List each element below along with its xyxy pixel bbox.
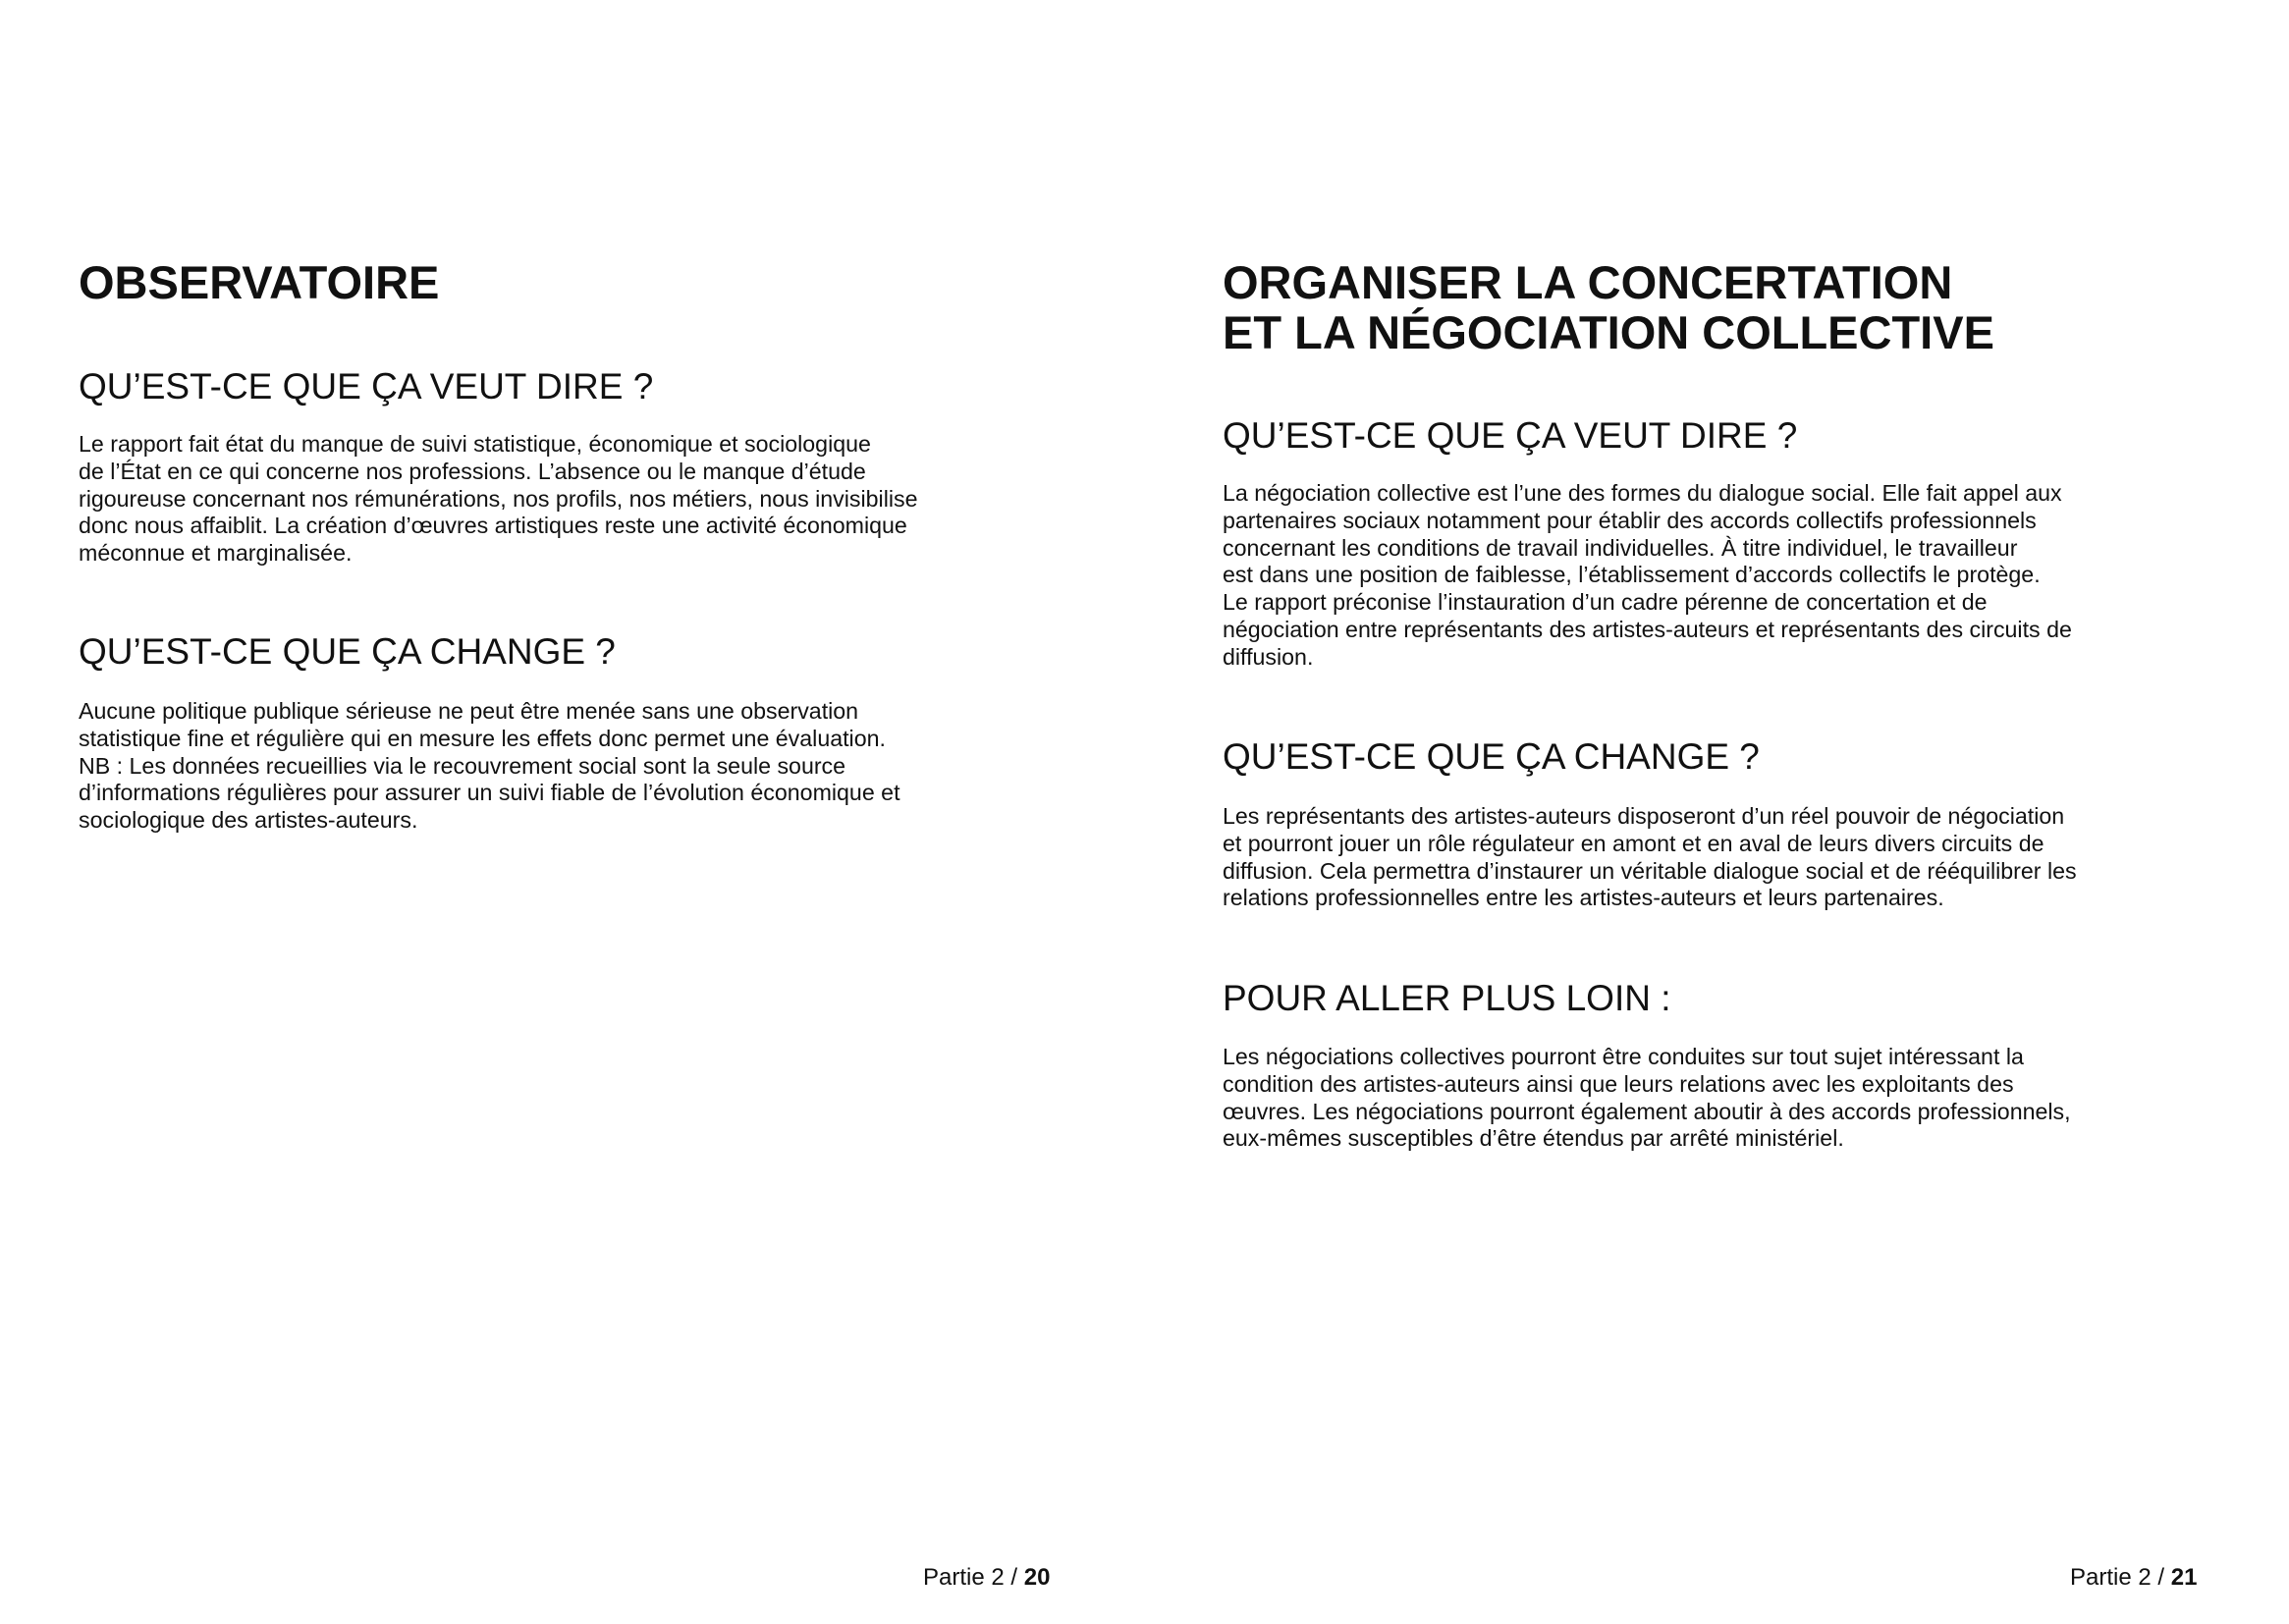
text-line: de l’État en ce qui concerne nos professions. L’absence ou le manque d’étude bbox=[79, 458, 866, 484]
right-page bbox=[1144, 0, 2289, 1624]
text-line: œuvres. Les négociations pourront également aboutir à des accords professionnels, bbox=[1223, 1098, 2071, 1124]
page-footer bbox=[923, 1564, 1050, 1592]
text-line: relations professionnelles entre les artistes-auteurs et leurs partenaires. bbox=[1223, 885, 1944, 911]
footer-label: Partie 2 / bbox=[2070, 1564, 2171, 1591]
text-line: et pourront jouer un rôle régulateur en amont et en aval de leurs divers circuits de bbox=[1223, 830, 2044, 856]
page-title bbox=[1223, 257, 1994, 357]
text-line: Aucune politique publique sérieuse ne peut être menée sans une observation bbox=[79, 698, 859, 724]
section-heading-further: POUR ALLER PLUS LOIN : bbox=[1223, 978, 1671, 1018]
text-line: sociologique des artistes-auteurs. bbox=[79, 807, 418, 834]
text-line: Le rapport fait état du manque de suivi statistique, économique et sociologique bbox=[79, 431, 871, 457]
text-line: condition des artistes-auteurs ainsi que leurs relations avec les exploitants des bbox=[1223, 1070, 2014, 1097]
text-line: NB : Les données recueillies via le recouvrement social sont la seule source bbox=[79, 752, 846, 779]
text-line: Les représentants des artistes-auteurs disposeront d’un réel pouvoir de négociation bbox=[1223, 803, 2065, 829]
title-line: ORGANISER LA CONCERTATION bbox=[1223, 256, 1953, 308]
text-line: est dans une position de faiblesse, l’établissement d’accords collectifs le protège. bbox=[1223, 562, 2041, 588]
section-heading-meaning: QU’EST-CE QUE ÇA VEUT DIRE ? bbox=[79, 366, 654, 406]
text-line: diffusion. Cela permettra d’instaurer un véritable dialogue social et de rééquilibrer les bbox=[1223, 857, 2077, 884]
text-line: diffusion. bbox=[1223, 643, 1314, 670]
page-number: 20 bbox=[1023, 1564, 1051, 1591]
section-heading-meaning: QU’EST-CE QUE ÇA VEUT DIRE ? bbox=[1223, 415, 1798, 456]
page-footer bbox=[2070, 1564, 2197, 1592]
text-line: concernant les conditions de travail individuelles. À titre individuel, le travailleur bbox=[1223, 534, 2018, 561]
text-line: rigoureuse concernant nos rémunérations, nos profils, nos métiers, nous invisibilise bbox=[79, 485, 918, 512]
text-line: méconnue et marginalisée. bbox=[79, 540, 353, 567]
page-title: OBSERVATOIRE bbox=[79, 256, 440, 308]
section-body-change bbox=[79, 698, 900, 835]
title-line: ET LA NÉGOCIATION COLLECTIVE bbox=[1223, 306, 1994, 358]
text-line: eux-mêmes susceptibles d’être étendus par arrêté ministériel. bbox=[1223, 1125, 1844, 1152]
page-number: 21 bbox=[2170, 1564, 2198, 1591]
text-line: donc nous affaiblit. La création d’œuvres artistiques reste une activité économique bbox=[79, 513, 907, 539]
text-line: d’informations régulières pour assurer un suivi fiable de l’évolution économique et bbox=[79, 780, 900, 806]
text-line: La négociation collective est l’une des formes du dialogue social. Elle fait appel aux bbox=[1223, 480, 2062, 506]
section-heading-change: QU’EST-CE QUE ÇA CHANGE ? bbox=[1223, 736, 1760, 777]
section-body-change bbox=[1223, 803, 2077, 912]
section-body-meaning bbox=[1223, 480, 2072, 672]
section-body-further bbox=[1223, 1044, 2071, 1153]
text-line: partenaires sociaux notamment pour établir des accords collectifs professionnels bbox=[1223, 507, 2037, 533]
section-heading-change: QU’EST-CE QUE ÇA CHANGE ? bbox=[79, 631, 616, 672]
footer-label: Partie 2 / bbox=[923, 1564, 1024, 1591]
text-line: statistique fine et régulière qui en mesure les effets donc permet une évaluation. bbox=[79, 725, 886, 751]
text-line: Les négociations collectives pourront être conduites sur tout sujet intéressant la bbox=[1223, 1044, 2024, 1069]
text-line: négociation entre représentants des artistes-auteurs et représentants des circuits de bbox=[1223, 616, 2072, 642]
text-line: Le rapport préconise l’instauration d’un cadre pérenne de concertation et de bbox=[1223, 589, 1988, 616]
section-body-meaning bbox=[79, 431, 918, 568]
left-page bbox=[0, 0, 1144, 1624]
